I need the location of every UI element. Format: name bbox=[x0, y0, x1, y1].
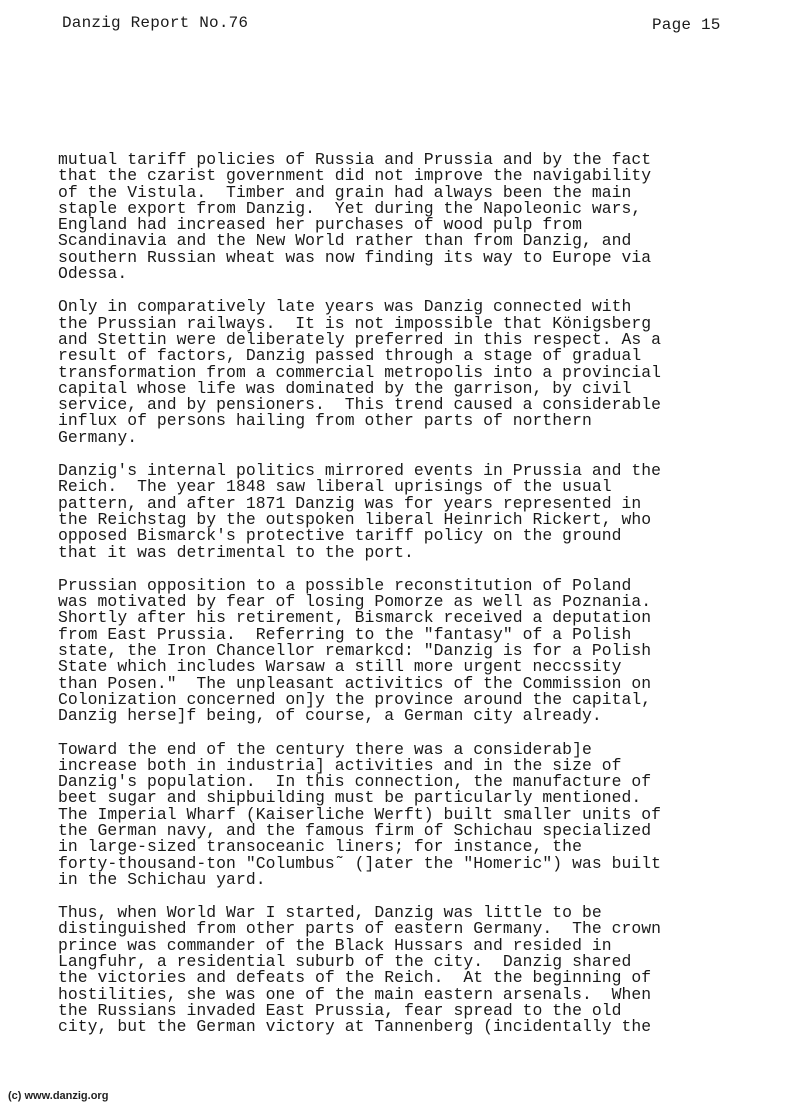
text-line: increase both in industria] activities and in the size of bbox=[58, 755, 622, 775]
text-line: that it was detrimental to the port. bbox=[58, 542, 414, 562]
text-line: State which includes Warsaw a still more urgent neccssity bbox=[58, 657, 622, 677]
paragraph bbox=[58, 463, 748, 561]
text-line: Thus, when World War I started, Danzig was little to be bbox=[58, 903, 602, 923]
text-line: Langfuhr, a residential suburb of the city. Danzig shared bbox=[58, 952, 632, 972]
text-line: the Reichstag by the outspoken liberal Heinrich Rickert, who bbox=[58, 509, 652, 529]
text-line: prince was commander of the Black Hussars and resided in bbox=[58, 935, 612, 955]
text-line: influx of persons hailing from other parts of northern bbox=[58, 411, 592, 431]
text-line: was motivated by fear of losing Pomorze as well as Poznania. bbox=[58, 592, 652, 612]
text-line: of the Vistula. Timber and grain had always been the main bbox=[58, 182, 632, 202]
text-line: Prussian opposition to a possible reconstitution of Poland bbox=[58, 575, 632, 595]
text-line: and Stettin were deliberately preferred in this respect. As a bbox=[58, 329, 662, 349]
text-line: Odessa. bbox=[58, 264, 128, 284]
text-line: Scandinavia and the New World rather than from Danzig, and bbox=[58, 231, 632, 251]
text-line: opposed Bismarck's protective tariff policy on the ground bbox=[58, 526, 622, 546]
text-line: hostilities, she was one of the main eastern arsenals. When bbox=[58, 984, 652, 1004]
document-body bbox=[58, 152, 748, 1053]
text-line: distinguished from other parts of eastern Germany. The crown bbox=[58, 919, 662, 939]
paragraph bbox=[58, 575, 748, 726]
text-line: in large-sized transoceanic liners; for instance, the bbox=[58, 837, 582, 857]
paragraph bbox=[58, 299, 748, 446]
text-line: Shortly after his retirement, Bismarck received a deputation bbox=[58, 608, 652, 628]
copyright-footer: (c) www.danzig.org bbox=[8, 1090, 109, 1102]
text-line: the Russians invaded East Prussia, fear spread to the old bbox=[58, 1000, 622, 1020]
text-line: Reich. The year 1848 saw liberal uprisings of the usual bbox=[58, 477, 612, 497]
text-line: Danzig's internal politics mirrored events in Prussia and the bbox=[58, 461, 662, 481]
report-title: Danzig Report No.76 bbox=[62, 14, 249, 32]
text-line: England had increased her purchases of wood pulp from bbox=[58, 215, 582, 235]
text-line: mutual tariff policies of Russia and Prussia and by the fact bbox=[58, 150, 652, 169]
text-line: pattern, and after 1871 Danzig was for years represented in bbox=[58, 493, 642, 513]
text-line: The Imperial Wharf (Kaiserliche Werft) built smaller units of bbox=[58, 804, 662, 824]
text-line: Toward the end of the century there was a considerab]e bbox=[58, 739, 592, 759]
paragraph bbox=[58, 739, 748, 889]
text-line: Danzig herse]f being, of course, a German city already. bbox=[58, 706, 602, 726]
text-line: Danzig's population. In this connection, the manufacture of bbox=[58, 772, 652, 792]
text-line: from East Prussia. Referring to the "fantasy" of a Polish bbox=[58, 624, 632, 644]
paragraph bbox=[58, 905, 748, 1035]
text-line: in the Schichau yard. bbox=[58, 869, 266, 889]
text-line: state, the Iron Chancellor remarkcd: "Danzig is for a Polish bbox=[58, 641, 652, 661]
text-line: than Posen." The unpleasant activitics of the Commission on bbox=[58, 673, 652, 693]
text-line: Only in comparatively late years was Danzig connected with bbox=[58, 297, 632, 317]
text-line: the German navy, and the famous firm of Schichau specialized bbox=[58, 820, 652, 840]
paragraph bbox=[58, 152, 748, 282]
text-line: forty-thousand-ton "Columbus˜ (]ater the "Homeric") was built bbox=[58, 853, 662, 873]
text-line: Colonization concerned on]y the province around the capital, bbox=[58, 689, 652, 709]
text-line: that the czarist government did not improve the navigability bbox=[58, 166, 652, 186]
text-line: transformation from a commercial metropolis into a provincial bbox=[58, 362, 662, 382]
text-line: Germany. bbox=[58, 427, 138, 447]
page-number: Page 15 bbox=[652, 16, 721, 34]
text-line: capital whose life was dominated by the garrison, by civil bbox=[58, 378, 632, 398]
text-line: staple export from Danzig. Yet during the Napoleonic wars, bbox=[58, 198, 642, 218]
text-line: city, but the German victory at Tannenberg (incidentally the bbox=[58, 1017, 652, 1037]
text-line: the Prussian railways. It is not impossible that Königsberg bbox=[58, 313, 652, 333]
text-line: the victories and defeats of the Reich. At the beginning of bbox=[58, 968, 652, 988]
text-line: beet sugar and shipbuilding must be particularly mentioned. bbox=[58, 788, 642, 808]
text-line: southern Russian wheat was now finding its way to Europe via bbox=[58, 247, 652, 267]
text-line: result of factors, Danzig passed through a stage of gradual bbox=[58, 346, 642, 366]
text-line: service, and by pensioners. This trend caused a considerable bbox=[58, 395, 662, 415]
